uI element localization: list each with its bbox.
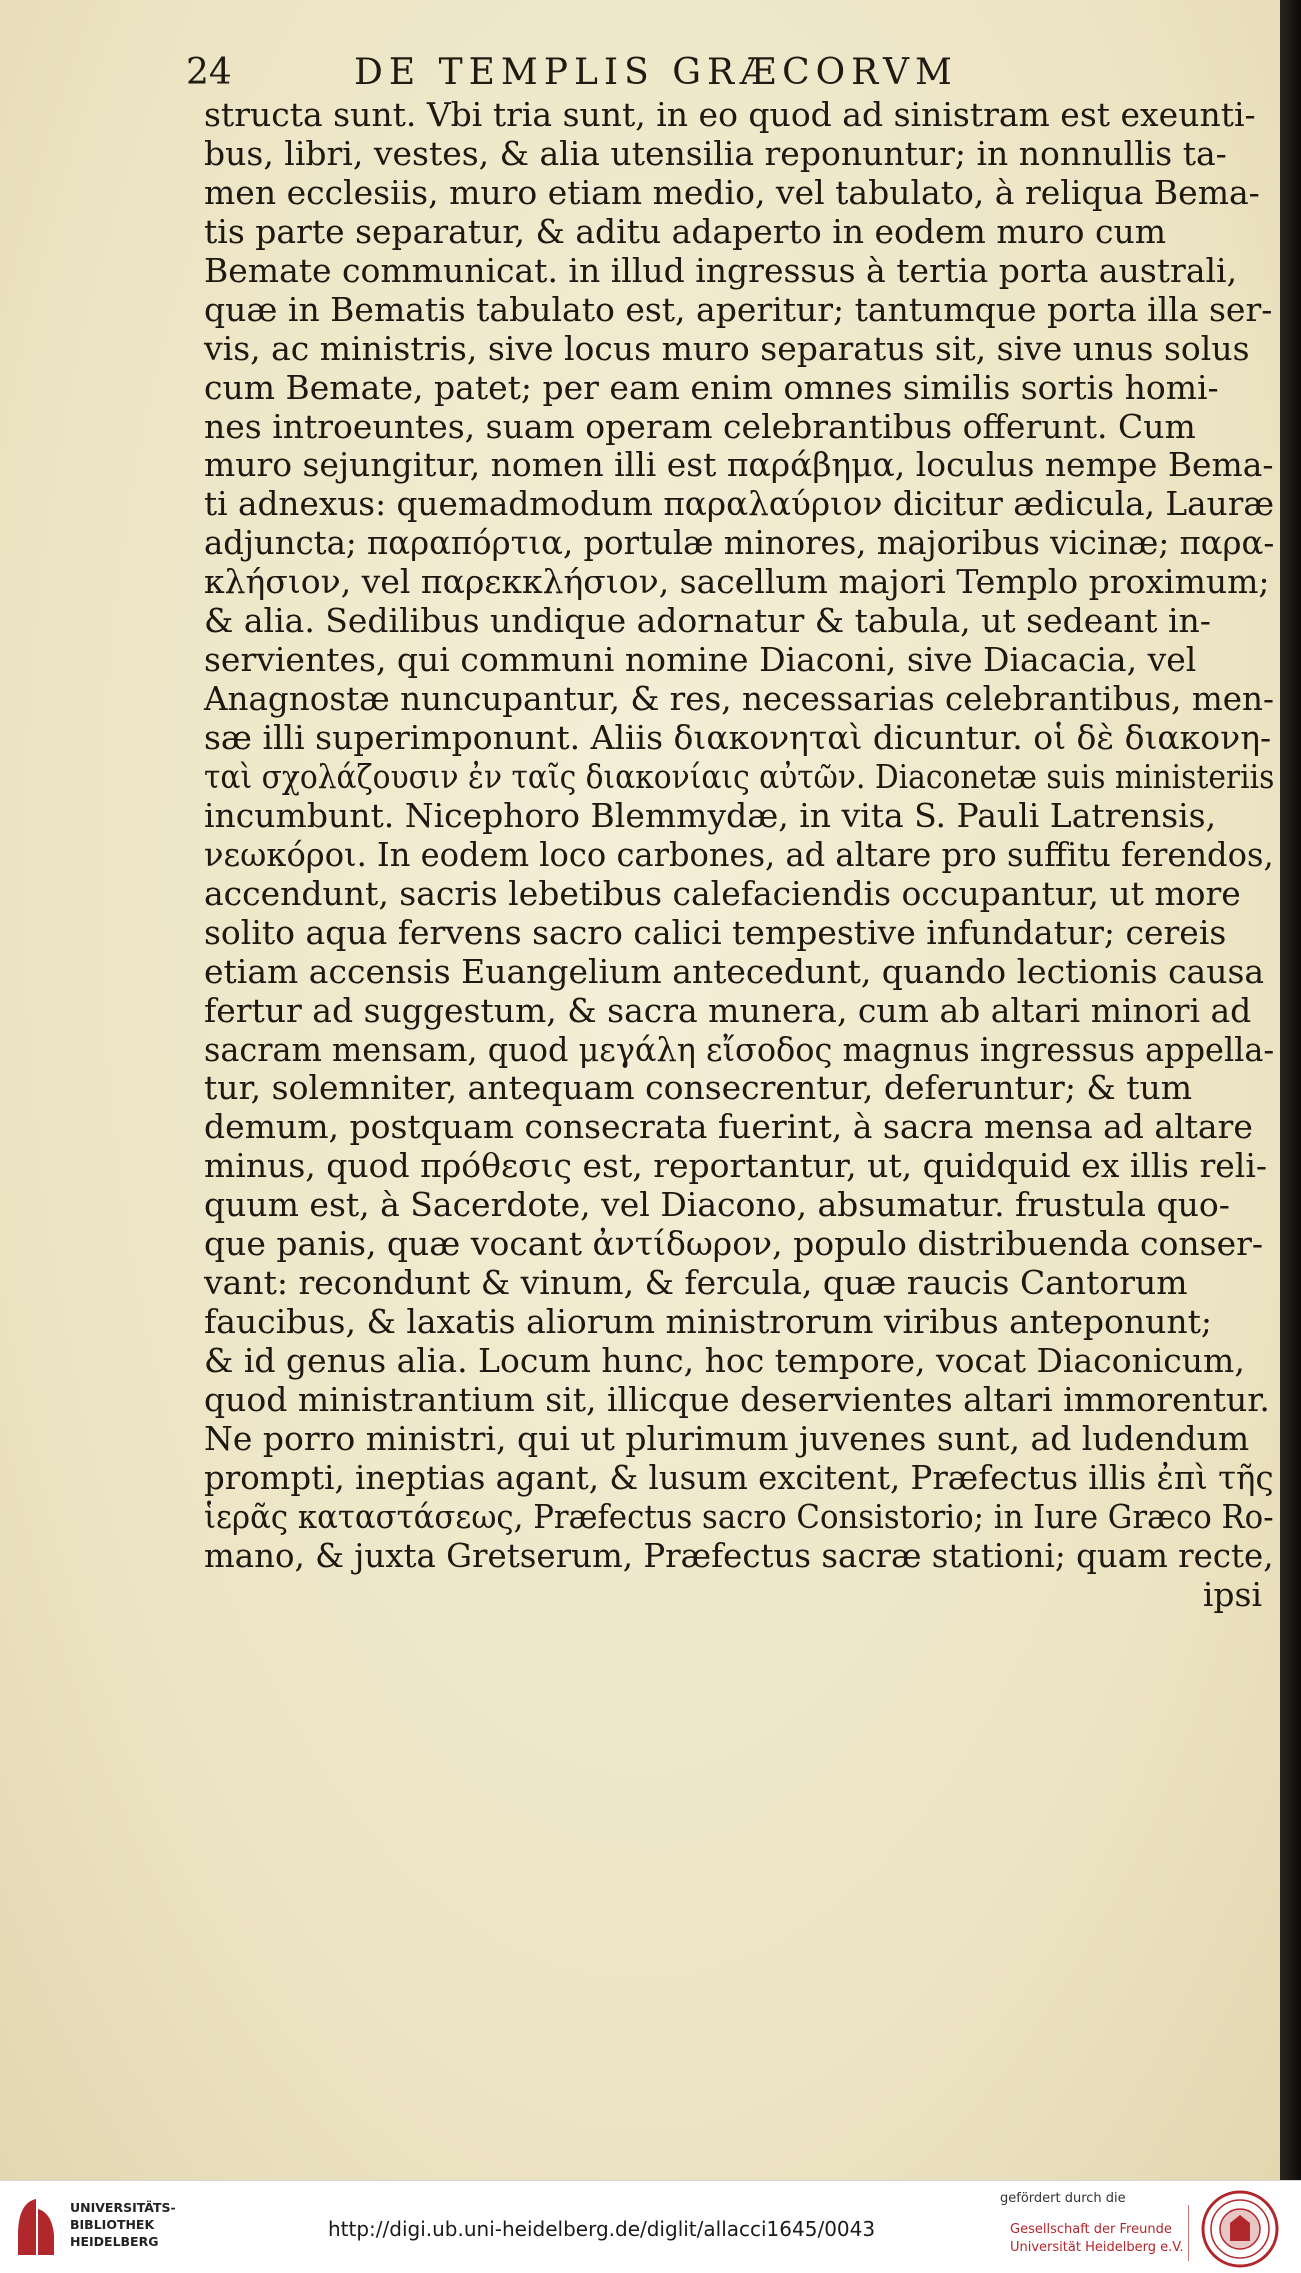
text-line: que panis, quæ vocant ἀντίδωρον, populo distribuenda conser- (204, 1224, 1264, 1264)
text-line: Bemate communicat. in illud ingressus à tertia porta australi, (204, 250, 1238, 290)
sponsor-label: gefördert durch die (1000, 2191, 1126, 2206)
text-line: quod ministrantium sit, illicque deservientes altari immorentur. (204, 1379, 1270, 1419)
university-library-logo-icon (14, 2195, 58, 2259)
viewer-footer (0, 2180, 1301, 2273)
text-line: cum Bemate, patet; per eam enim omnes similis sortis homi- (204, 367, 1219, 407)
library-name-line: BIBLIOTHEK (70, 2217, 155, 2232)
text-line: & alia. Sedilibus undique adornatur & tabula, ut sedeant in- (204, 601, 1211, 641)
text-line: sæ illi superimponunt. Aliis διακονηταὶ dicuntur. οἱ δὲ διακονη- (204, 718, 1272, 757)
text-line: Anagnostæ nuncupantur, & res, necessarias celebrantibus, men- (204, 679, 1275, 719)
text-line: fertur ad suggestum, & sacra munera, cum ab altari minori ad (204, 990, 1252, 1030)
text-line: νεωκόροι. In eodem loco carbones, ad altare pro suffitu ferendos, (204, 834, 1274, 874)
text-line: & id genus alia. Locum hunc, hoc tempore, vocat Diaconicum, (204, 1341, 1245, 1380)
sponsor-name (1010, 2221, 1184, 2257)
page-number: 24 (186, 52, 232, 93)
sponsor-name-line: Gesellschaft der Freunde (1010, 2222, 1172, 2237)
body-text (204, 96, 1274, 1615)
running-header (186, 52, 1286, 96)
text-line: ἱερᾶς καταστάσεως, Præfectus sacro Consistorio; in Iure Græco Ro- (204, 1496, 1274, 1536)
text-line: etiam accensis Euangelium antecedunt, quando lectionis causa (204, 951, 1265, 991)
text-line: tis parte separatur, & aditu adaperto in eodem muro cum (204, 211, 1167, 251)
text-line: minus, quod πρόθεσις est, reportantur, ut, quidquid ex illis reli- (204, 1146, 1268, 1186)
text-line: servientes, qui communi nomine Diaconi, sive Diacacia, vel (204, 640, 1197, 680)
catchword: ipsi (1202, 1574, 1262, 1614)
text-line: faucibus, & laxatis aliorum ministrorum viribus anteponunt; (204, 1302, 1213, 1342)
university-seal-icon (1200, 2189, 1280, 2269)
text-line: tur, solemniter, antequam consecrentur, deferuntur; & tum (204, 1068, 1193, 1108)
text-line: accendunt, sacris lebetibus calefaciendis occupantur, ut more (204, 873, 1241, 913)
library-name-line: UNIVERSITÄTS- (70, 2200, 176, 2215)
running-title: DE TEMPLIS GRÆCORVM (354, 52, 958, 93)
text-line: vant: recondunt & vinum, & fercula, quæ raucis Cantorum (204, 1263, 1188, 1303)
library-name (70, 2199, 176, 2250)
text-line: κλήσιον, vel παρεκκλήσιον, sacellum majori Templo proximum; (204, 562, 1270, 602)
text-line: demum, postquam consecrata fuerint, à sacra mensa ad altare (204, 1107, 1253, 1147)
text-line: Ne porro ministri, qui ut plurimum juvenes sunt, ad ludendum (204, 1418, 1250, 1458)
text-line: sacram mensam, quod μεγάλη εἴσοδος magnus ingressus appella- (204, 1029, 1275, 1069)
text-line: mano, & juxta Gretserum, Præfectus sacræ stationi; quam recte, (204, 1535, 1274, 1575)
text-line: prompti, ineptias agant, & lusum excitent, Præfectus illis ἐπὶ τῆς (204, 1457, 1274, 1497)
text-line: incumbunt. Nicephoro Blemmydæ, in vita S. Pauli Latrensis, (204, 795, 1217, 835)
library-name-line: HEIDELBERG (70, 2234, 159, 2249)
text-line: bus, libri, vestes, & alia utensilia reponuntur; in nonnullis ta- (204, 133, 1227, 173)
text-line: adjuncta; παραπόρτια, portulæ minores, majoribus vicinæ; παρα- (204, 523, 1275, 563)
page-url-link[interactable]: http://digi.ub.uni-heidelberg.de/diglit/allacci1645/0043 (328, 2217, 876, 2241)
text-line: nes introeuntes, suam operam celebrantibus offerunt. Cum (204, 406, 1196, 446)
text-line: men ecclesiis, muro etiam medio, vel tabulato, à reliqua Bema- (204, 172, 1260, 212)
book-spine-edge (1280, 0, 1301, 2180)
text-line: quæ in Bematis tabulato est, aperitur; tantumque porta illa ser- (204, 289, 1273, 329)
sponsor-name-line: Universität Heidelberg e.V. (1010, 2240, 1184, 2255)
sponsor-divider (1188, 2205, 1189, 2261)
text-line: ταὶ σχολάζουσιν ἐν ταῖς διακονίαις αὐτῶν. Diaconetæ suis ministeriis (204, 756, 1275, 796)
text-line: muro sejungitur, nomen illi est παράβημα, loculus nempe Bema- (204, 445, 1274, 485)
text-line: vis, ac ministris, sive locus muro separatus sit, sive unus solus (204, 328, 1250, 368)
text-line: quum est, à Sacerdote, vel Diacono, absumatur. frustula quo- (204, 1185, 1230, 1225)
text-line: solito aqua fervens sacro calici tempestive infundatur; cereis (204, 912, 1227, 952)
text-line: ti adnexus: quemadmodum παραλαύριον dicitur ædicula, Lauræ (204, 484, 1275, 524)
text-line: structa sunt. Vbi tria sunt, in eo quod ad sinistram est exeunti- (204, 95, 1256, 134)
